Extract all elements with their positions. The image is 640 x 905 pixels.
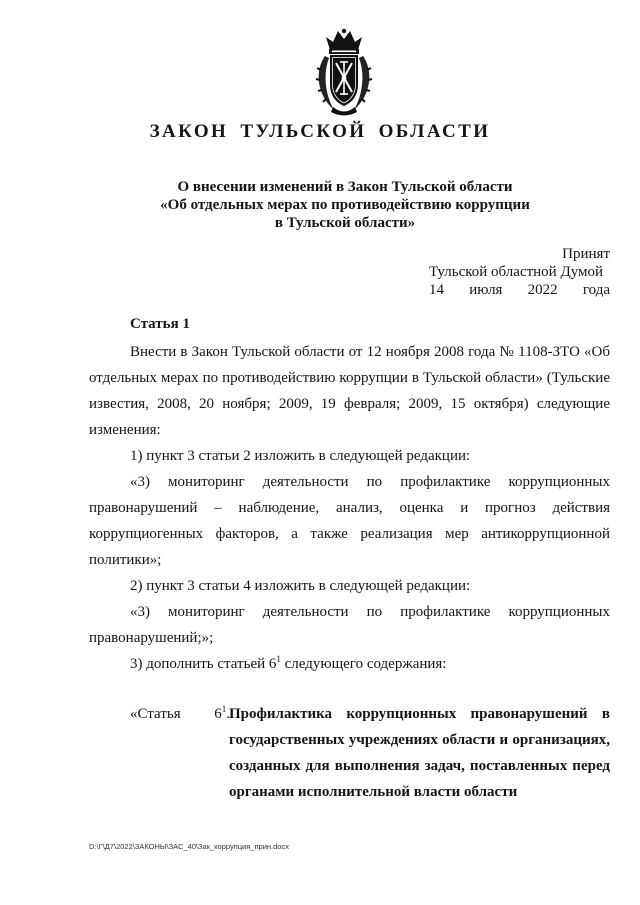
law-title: ЗАКОН ТУЛЬСКОЙ ОБЛАСТИ [149,121,491,142]
new-article-word: «Статья [130,706,181,722]
paragraph-item-1: 1) пункт 3 статьи 2 изложить в следующей редакции: [130,448,471,464]
paragraph-intro: Внести в Закон Тульской области от 12 ноября 2008 года № 1108-ЗТО «Об отдельных мерах по противодействию коррупции в Тульской области» (Тульские известия, 2008, 20 ноября; 2009, 19 февраля; 2009, 15 октября) следующие изменения: [89,344,610,438]
new-article-heading: Профилактика коррупционных правонарушений в государственных учреждениях области и организациях, созданных для выполнения задач, поставленных перед органами исполнительной власти области [229,706,610,800]
paragraph-item-1-text: «3) мониторинг деятельности по профилактике коррупционных правонарушений – наблюдение, анализ, оценка и прогноз действия коррупциогенных факторов, а также реализация мер антикоррупционной политики»; [89,474,610,568]
new-article-number-superscript: 1 [221,704,227,714]
adoption-year: 2022 [527,282,558,298]
file-path-footer: D:\Г\Д7\2022\ЗАКОНЫ\ЗАС_40\Зак_коррупция_прин.docx [89,842,289,851]
adoption-year-word: года [582,282,610,298]
subject-line-2: «Об отдельных мерах по противодействию коррупции [160,197,530,213]
adoption-day: 14 [429,282,444,298]
new-article-block [89,701,610,805]
paragraph-item-3 [89,651,610,677]
adoption-month: июля [469,282,503,298]
subject-line-1: О внесении изменений в Закон Тульской области [177,179,513,195]
adoption-block [429,245,610,299]
coat-of-arms-emblem [313,28,375,118]
new-article-label [130,701,230,727]
adopted-by: Тульской областной Думой [429,264,604,280]
item-3-superscript: 1 [276,654,281,664]
adoption-date [429,281,610,299]
paragraph-item-2-text: «3) мониторинг деятельности по профилактике коррупционных правонарушений;»; [89,604,610,646]
item-3-text-end: следующего содержания: [280,656,447,672]
new-article-number: $6^1$. [214,704,230,722]
article-heading: Статья 1 [130,316,190,332]
adopted-label: Принят [562,246,610,262]
subject-line-3: в Тульской области» [274,215,416,231]
paragraph-item-2: 2) пункт 3 статьи 4 изложить в следующей редакции: [130,578,471,594]
article-body [89,339,610,677]
tula-coat-of-arms-icon [313,28,375,118]
item-3-text: 3) дополнить статьей 6 [130,656,277,672]
law-subject [140,178,550,232]
